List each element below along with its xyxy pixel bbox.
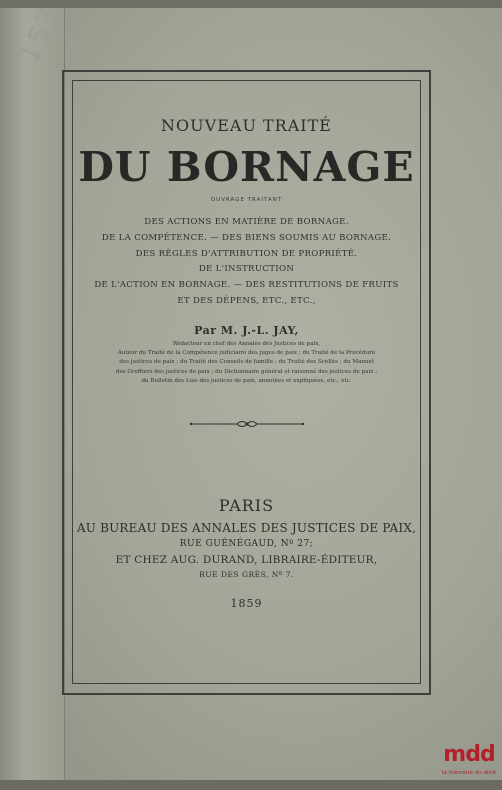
pencil-annotation: 153 bbox=[12, 0, 68, 69]
title-page-content bbox=[74, 80, 419, 610]
contents-line: DE L'ACTION EN BORNAGE. — DES RESTITUTIONS DE FRUITS bbox=[94, 280, 399, 291]
author-bio bbox=[74, 340, 419, 386]
book-title: DU BORNAGE bbox=[78, 143, 415, 191]
bio-line: Rédacteur en chef des Annales des Justices de paix, bbox=[172, 340, 321, 347]
bio-line: des Greffiers des justices de paix ; du Dictionnaire général et raisonné des justices de paix ; bbox=[115, 368, 378, 375]
bio-line: des justices de paix ; du Traité des Conseils de famille ; du Traité des Scellés ; du Manuel bbox=[119, 359, 374, 366]
publisher-line: AU BUREAU DES ANNALES DES JUSTICES DE PAIX, bbox=[76, 521, 417, 536]
contents-line: DE LA COMPÉTENCE. — DES BIENS SOUMIS AU BORNAGE. bbox=[101, 232, 392, 243]
contents-line: DE L'INSTRUCTION bbox=[198, 264, 295, 275]
publisher-line: ET CHEZ AUG. DURAND, LIBRAIRE-ÉDITEUR, bbox=[115, 554, 378, 567]
subtitle: OUVRAGE TRAITANT bbox=[210, 197, 283, 203]
publisher-address: RUE DES GRÈS, Nº 7. bbox=[199, 570, 294, 580]
publication-city: PARIS bbox=[218, 496, 275, 516]
title-top: NOUVEAU TRAITÉ bbox=[161, 116, 332, 135]
author-line: Par M. J.-L. JAY, bbox=[194, 323, 299, 337]
contents-list bbox=[74, 215, 419, 310]
bio-line: Auteur du Traité de la Compétence judiciaire des juges de paix ; du Traité de la Procédure bbox=[117, 350, 376, 357]
contents-line: ET DES DÉPENS, ETC., ETC., bbox=[177, 295, 316, 306]
publisher-address: RUE GUÉNÉGAUD, Nº 27; bbox=[179, 539, 314, 550]
logo-subtitle: la mémoire du droit bbox=[441, 770, 497, 776]
cover-top-edge bbox=[0, 0, 502, 8]
spine-strip bbox=[0, 0, 68, 790]
publication-year: 1859 bbox=[230, 597, 263, 611]
cover-bottom-edge bbox=[0, 780, 502, 790]
ornament-divider-icon bbox=[187, 417, 307, 431]
logo-text: mdd bbox=[443, 742, 495, 767]
ornament-divider bbox=[74, 416, 419, 430]
mdd-watermark-logo bbox=[437, 742, 501, 786]
bio-line: du Bulletin des Lois des justices de paix, annotées et expliquées, etc., etc. bbox=[141, 377, 352, 384]
contents-line: DES ACTIONS EN MATIÈRE DE BORNAGE. bbox=[144, 217, 349, 227]
contents-line: DES RÈGLES D'ATTRIBUTION DE PROPRIÉTÉ. bbox=[135, 248, 358, 259]
